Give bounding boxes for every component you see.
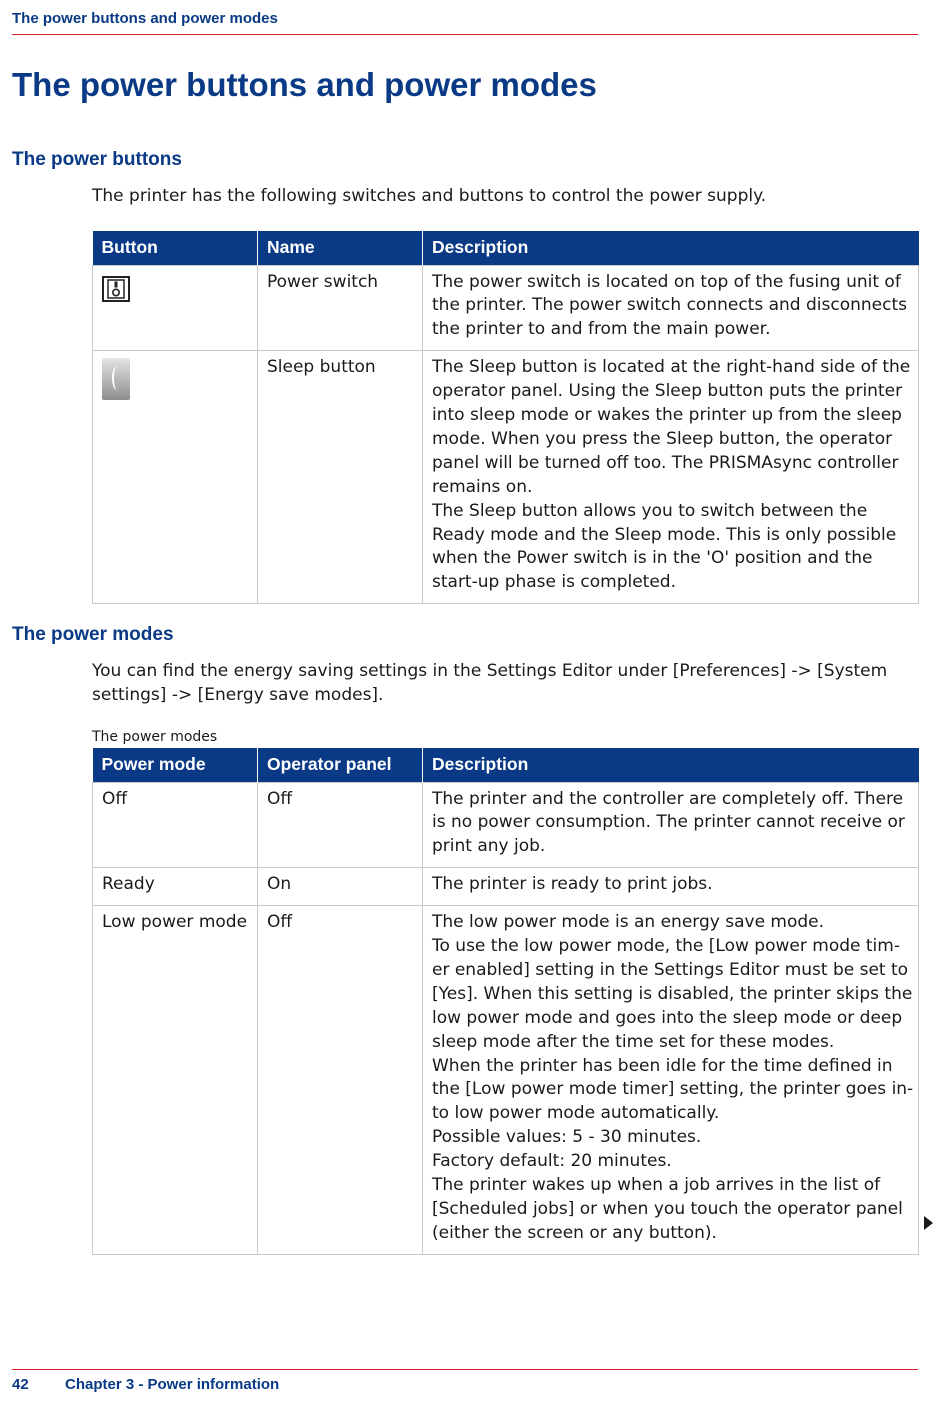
running-header: The power buttons and power modes (12, 10, 278, 27)
footer-rule (12, 1369, 918, 1370)
description-line: sleep mode after the time set for these modes. (432, 1031, 835, 1052)
power-switch-icon (102, 276, 130, 302)
intro-line: You can find the energy saving settings in the Settings Editor under [Preferences] -> [System (92, 661, 888, 681)
description-cell (423, 868, 919, 906)
button-cell (93, 265, 258, 351)
table-caption: The power modes (92, 729, 218, 745)
continue-arrow-icon (924, 1216, 933, 1230)
column-header-name: Name (258, 231, 423, 265)
description-line: remains on. (432, 476, 533, 497)
name-cell: Sleep button (258, 351, 423, 604)
description-line: the printer to and from the main power. (432, 319, 771, 340)
description-line: The low power mode is an energy save mode. (432, 912, 825, 933)
description-line: the [Low power mode timer] setting, the printer goes in- (432, 1079, 914, 1100)
description-line: The Sleep button is located at the right-hand side of the (432, 357, 911, 378)
power-mode-cell: Off (93, 782, 258, 868)
description-cell (423, 782, 919, 868)
description-line: The printer and the controller are completely off. There (432, 788, 904, 809)
operator-panel-cell: Off (258, 782, 423, 868)
sleep-button-icon (102, 358, 130, 400)
description-line: mode. When you press the Sleep button, the operator (432, 428, 893, 449)
power-mode-cell: Low power mode (93, 906, 258, 1255)
description-line: to low power mode automatically. (432, 1103, 720, 1124)
description-cell (423, 265, 919, 351)
description-line: print any job. (432, 836, 546, 857)
description-line: The Sleep button allows you to switch between the (432, 500, 868, 521)
table-row (93, 906, 919, 1255)
column-header-power-mode: Power mode (93, 748, 258, 782)
page-title: The power buttons and power modes (12, 66, 597, 103)
column-header-operator-panel: Operator panel (258, 748, 423, 782)
description-line: [Scheduled jobs] or when you touch the operator panel (432, 1199, 903, 1219)
table-row (93, 782, 919, 868)
description-line: start-up phase is completed. (432, 572, 676, 593)
description-line: To use the low power mode, the [Low power mode tim- (432, 936, 900, 957)
description-line: low power mode and goes into the sleep mode or deep (432, 1007, 903, 1028)
description-cell (423, 351, 919, 604)
power-buttons-intro: The printer has the following switches and buttons to control the power supply. (92, 186, 767, 206)
description-line: er enabled] setting in the Settings Editor must be set to (432, 959, 909, 980)
power-modes-table (92, 748, 919, 1255)
table-row (93, 265, 919, 351)
description-line: the printer. The power switch connects and disconnects (432, 295, 907, 316)
button-cell (93, 351, 258, 604)
column-header-description: Description (423, 231, 919, 265)
table-header-row (93, 231, 919, 265)
description-line: (either the screen or any button). (432, 1222, 717, 1243)
name-cell: Power switch (258, 265, 423, 351)
column-header-description: Description (423, 748, 919, 782)
description-line: is no power consumption. The printer cannot receive or (432, 812, 905, 833)
description-line: The power switch is located on top of the fusing unit of (432, 271, 901, 292)
description-line: operator panel. Using the Sleep button puts the printer (432, 381, 903, 402)
description-line: Possible values: 5 - 30 minutes. (432, 1127, 702, 1148)
description-line: into sleep mode or wakes the printer up from the sleep (432, 405, 902, 426)
description-line: Ready mode and the Sleep mode. This is only possible (432, 524, 897, 545)
section-heading-power-buttons: The power buttons (12, 149, 182, 170)
column-header-button: Button (93, 231, 258, 265)
description-line: when the Power switch is in the 'O' position and the (432, 548, 873, 569)
operator-panel-cell: On (258, 868, 423, 906)
description-line: Factory default: 20 minutes. (432, 1151, 672, 1172)
description-line: The printer is ready to print jobs. (432, 874, 713, 895)
table-row (93, 351, 919, 604)
table-header-row (93, 748, 919, 782)
description-line: [Yes]. When this setting is disabled, the printer skips the (432, 983, 913, 1004)
description-line: The printer wakes up when a job arrives in the list of (432, 1175, 881, 1196)
chapter-label: Chapter 3 - Power information (65, 1376, 280, 1393)
description-line: panel will be turned off too. The PRISMAsync controller (432, 452, 899, 473)
power-modes-intro (92, 659, 918, 707)
power-mode-cell: Ready (93, 868, 258, 906)
description-cell (423, 906, 919, 1255)
description-line: When the printer has been idle for the time defined in (432, 1055, 893, 1076)
section-heading-power-modes: The power modes (12, 624, 174, 645)
page-number: 42 (12, 1376, 29, 1393)
intro-line: settings] -> [Energy save modes]. (92, 685, 384, 705)
header-rule (12, 34, 918, 35)
table-row (93, 868, 919, 906)
power-buttons-table (92, 231, 919, 604)
operator-panel-cell: Off (258, 906, 423, 1255)
